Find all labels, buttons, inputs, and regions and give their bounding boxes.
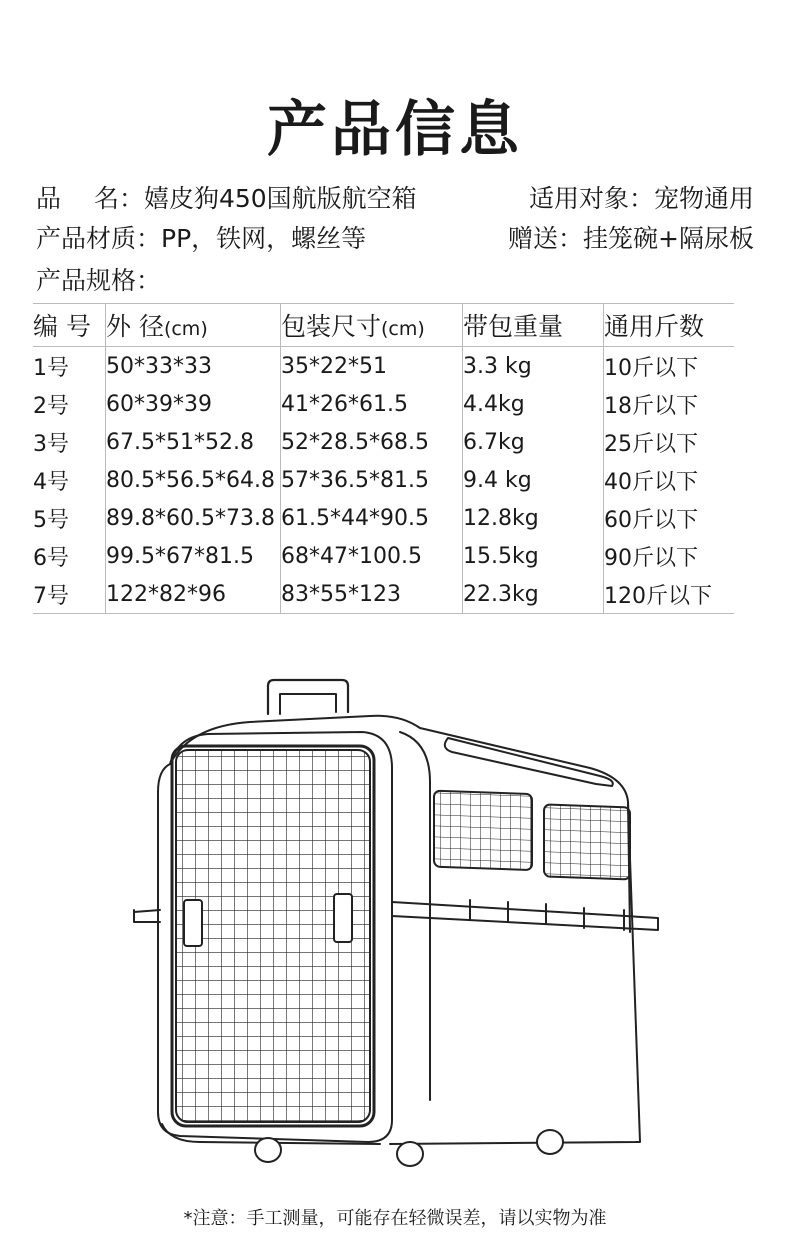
cell-no: 4号 <box>33 469 69 495</box>
table-row <box>33 385 734 423</box>
cell-weight: 6.7kg <box>463 423 604 461</box>
cell-weight: 4.4kg <box>463 385 604 423</box>
header-no: 编 号 <box>33 304 106 347</box>
cell-jin: 25斤以下 <box>604 423 735 461</box>
cell-weight: 22.3kg <box>463 575 604 614</box>
cell-no: 7号 <box>33 575 106 614</box>
spec-table <box>33 303 734 614</box>
spec-label: 产品规格： <box>36 266 162 295</box>
top-recess-shape <box>445 738 613 786</box>
table-row <box>33 575 734 614</box>
header-package <box>281 304 463 347</box>
cell-outer: 50*33*33 <box>106 347 281 386</box>
header-outer-label: 外 径 <box>106 312 164 341</box>
cell-outer: 80.5*56.5*64.8 <box>106 461 281 499</box>
cell-jin: 90斤以下 <box>604 537 735 575</box>
cell-package: 83*55*123 <box>281 575 463 614</box>
cell-no: 5号 <box>33 507 69 533</box>
wheel-right <box>537 1130 563 1154</box>
vent-left <box>434 791 532 870</box>
header-outer <box>106 304 281 347</box>
wheel-middle <box>397 1142 423 1166</box>
pet-crate-illustration <box>130 672 670 1172</box>
cell-package: 35*22*51 <box>281 347 463 386</box>
vent-right <box>544 804 630 879</box>
disclaimer-note: *注意：手工测量，可能存在轻微误差，请以实物为准 <box>183 1208 607 1229</box>
cell-no: 3号 <box>33 431 69 457</box>
latch-left <box>184 900 202 946</box>
header-jin: 通用斤数 <box>604 304 735 347</box>
table-row <box>33 423 734 461</box>
cell-outer: 60*39*39 <box>106 385 281 423</box>
cell-outer: 122*82*96 <box>106 575 281 614</box>
cell-no: 1号 <box>33 355 69 381</box>
cell-weight: 9.4 kg <box>463 461 604 499</box>
cell-package: 57*36.5*81.5 <box>281 461 463 499</box>
cell-weight: 15.5kg <box>463 537 604 575</box>
cell-jin: 10斤以下 <box>604 347 735 386</box>
header-package-label: 包装尺寸 <box>281 312 382 341</box>
latch-right <box>334 894 352 942</box>
product-name: 品 名：嬉皮狗450国航版航空箱 <box>36 184 417 213</box>
product-material: 产品材质：PP，铁网，螺丝等 <box>36 224 367 253</box>
header-outer-unit: (cm) <box>163 318 208 340</box>
table-row <box>33 347 734 386</box>
cell-package: 41*26*61.5 <box>281 385 463 423</box>
cell-outer: 99.5*67*81.5 <box>106 537 281 575</box>
cell-outer: 89.8*60.5*73.8 <box>106 499 281 537</box>
cell-package: 68*47*100.5 <box>281 537 463 575</box>
cell-no: 6号 <box>33 545 69 571</box>
wheel-left <box>255 1138 281 1162</box>
gift-items: 赠送：挂笼碗+隔尿板 <box>508 224 754 253</box>
header-weight: 带包重量 <box>463 304 604 347</box>
cell-no: 2号 <box>33 393 69 419</box>
applicable-target: 适用对象：宠物通用 <box>528 184 754 213</box>
table-header-row <box>33 304 734 347</box>
page-title: 产品信息 <box>267 95 523 165</box>
cell-jin: 18斤以下 <box>604 385 735 423</box>
cell-jin: 120斤以下 <box>604 575 735 614</box>
table-row <box>33 461 734 499</box>
cell-weight: 3.3 kg <box>463 347 604 386</box>
cell-jin: 40斤以下 <box>604 461 735 499</box>
table-row <box>33 537 734 575</box>
header-package-unit: (cm) <box>381 318 425 340</box>
cell-weight: 12.8kg <box>463 499 604 537</box>
table-row <box>33 499 734 537</box>
cell-jin: 60斤以下 <box>604 499 735 537</box>
cell-package: 61.5*44*90.5 <box>281 499 463 537</box>
cell-outer: 67.5*51*52.8 <box>106 423 281 461</box>
handle-inner-shape <box>280 694 336 714</box>
cell-package: 52*28.5*68.5 <box>281 423 463 461</box>
